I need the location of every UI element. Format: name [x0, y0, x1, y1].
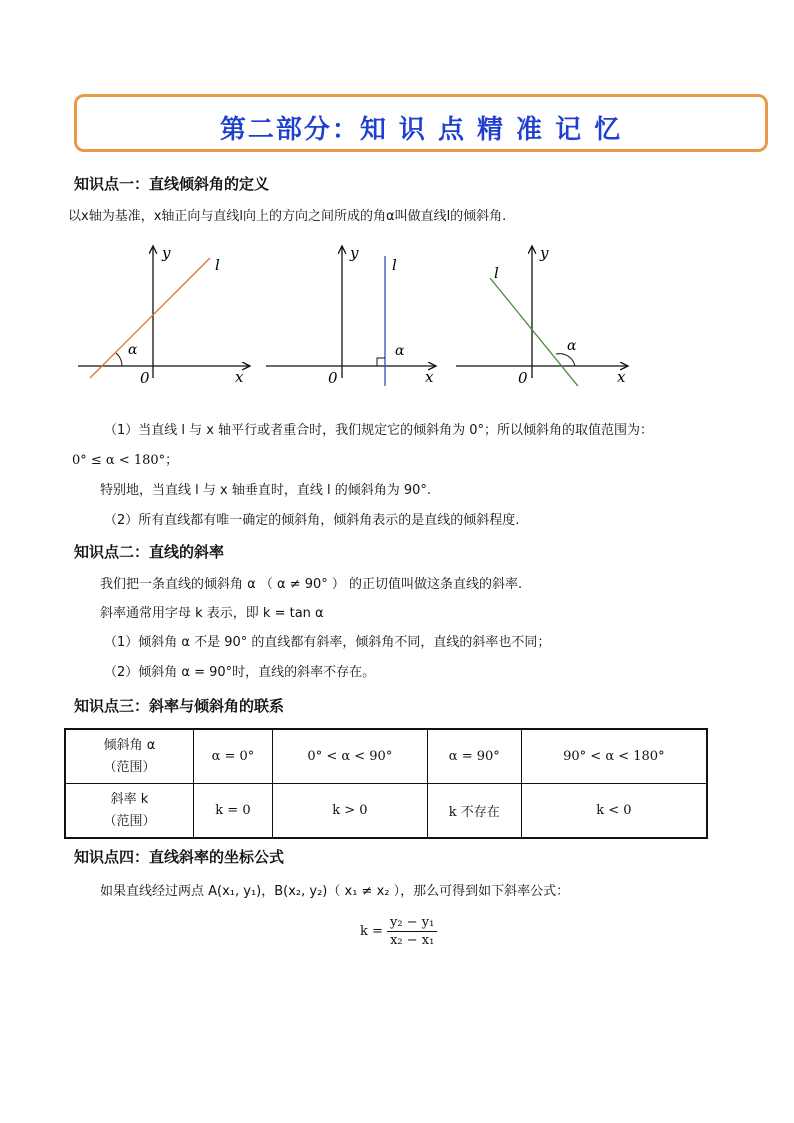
table-cell: α = 0° [194, 729, 273, 784]
table-row [65, 729, 707, 784]
relation-table [64, 728, 708, 839]
origin-label: 0 [518, 369, 528, 386]
figure-obtuse-angle [456, 244, 628, 386]
x-label: x [425, 368, 434, 386]
s2-para1: 我们把一条直线的倾斜角 α （ α ≠ 90° ） 的正切值叫做这条直线的斜率. [100, 577, 523, 592]
inclination-figures [70, 238, 640, 386]
alpha-label: α [567, 338, 577, 354]
alpha-label: α [395, 343, 405, 359]
page-title: 第二部分：知 识 点 精 准 记 忆 [219, 115, 623, 145]
l-label: l [494, 264, 499, 282]
y-label: y [350, 244, 359, 262]
table-cell: 0° < α < 90° [272, 729, 427, 784]
table-cell: k < 0 [521, 784, 707, 839]
y-label: y [162, 244, 171, 262]
formula-denominator: x₂ − x₁ [390, 933, 435, 948]
s1-definition: 以x轴为基准，x轴正向与直线l向上的方向之间所成的角α叫做直线l的倾斜角. [68, 209, 507, 224]
figure-acute-angle [78, 244, 250, 386]
s1-para1: （1）当直线 l 与 x 轴平行或者重合时，我们规定它的倾斜角为 0°；所以倾斜角的取值范围为： [104, 423, 654, 438]
origin-label: 0 [328, 369, 338, 386]
s1-para2: 特别地，当直线 l 与 x 轴垂直时，直线 l 的倾斜角为 90°. [100, 483, 432, 498]
slope-formula [360, 915, 437, 948]
table-row-header: 斜率 k （范围） [65, 784, 194, 839]
table-cell: k > 0 [272, 784, 427, 839]
table-cell: k 不存在 [427, 784, 521, 839]
section2-title: 知识点二：直线的斜率 [74, 543, 225, 561]
line-l [90, 258, 210, 378]
figure-right-angle [266, 244, 436, 386]
s1-para3: （2）所有直线都有唯一确定的倾斜角，倾斜角表示的是直线的倾斜程度. [104, 513, 520, 528]
y-label: y [540, 244, 549, 262]
s2-para2: 斜率通常用字母 k 表示，即 k = tan α [100, 606, 324, 621]
x-label: x [235, 368, 244, 386]
table-cell: 90° < α < 180° [521, 729, 707, 784]
table-cell: k = 0 [194, 784, 273, 839]
section3-title: 知识点三：斜率与倾斜角的联系 [74, 697, 285, 715]
s4-para1: 如果直线经过两点 A(x₁, y₁)，B(x₂, y₂)（ x₁ ≠ x₂ ），那么可得到如下斜率公式： [100, 884, 570, 899]
l-label: l [215, 256, 220, 274]
table-row [65, 784, 707, 839]
formula-k: k = [360, 924, 383, 939]
table-cell: α = 90° [427, 729, 521, 784]
table-row-header: 倾斜角 α （范围） [65, 729, 194, 784]
line-l [490, 278, 586, 386]
section1-title: 知识点一：直线倾斜角的定义 [74, 175, 270, 193]
section4-title: 知识点四：直线斜率的坐标公式 [74, 848, 285, 866]
s2-para4: （2）倾斜角 α = 90°时，直线的斜率不存在。 [104, 665, 376, 680]
origin-label: 0 [140, 369, 150, 386]
alpha-label: α [128, 342, 138, 358]
formula-fraction [387, 915, 437, 948]
l-label: l [392, 256, 397, 274]
s1-range: 0° ≤ α < 180°； [72, 453, 179, 468]
s2-para3: （1）倾斜角 α 不是 90° 的直线都有斜率，倾斜角不同，直线的斜率也不同； [104, 635, 551, 650]
x-label: x [617, 368, 626, 386]
section-banner [74, 94, 768, 152]
formula-numerator: y₂ − y₁ [387, 915, 437, 932]
